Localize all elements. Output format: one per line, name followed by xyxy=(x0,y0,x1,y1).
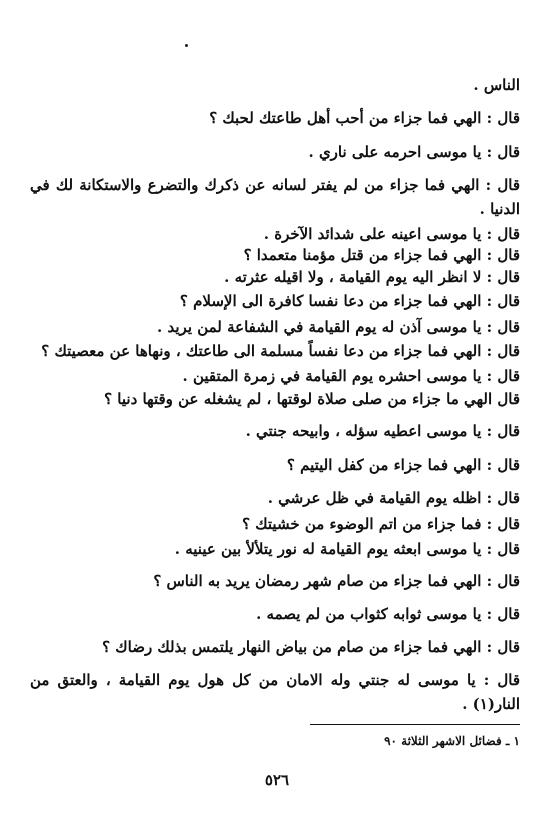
text-line-2: قال : الهي فما جزاء من أحب أهل طاعتك لحبك ؟ xyxy=(209,109,520,127)
text-line-22: قال : يا موسى له جنتي وله الامان من كل هول يوم القيامة ، والعتق من xyxy=(30,671,520,689)
footnote-divider xyxy=(310,724,520,725)
footnote: ١ ـ فضائل الاشهر الثلاثة ٩٠ xyxy=(384,734,520,748)
text-line-10: قال : يا موسى آذن له يوم القيامة في الشفاعة لمن يريد . xyxy=(157,318,520,336)
text-line-16: قال : اظله يوم القيامة في ظل عرشي . xyxy=(267,489,520,507)
text-line-11: قال : الهي فما جزاء من دعا نفساً مسلمة الى طاعتك ، ونهاها عن معصيتك ؟ xyxy=(41,342,520,360)
text-line-14: قال : يا موسى اعطيه سؤله ، وابيحه جنتي . xyxy=(245,422,520,440)
text-line-17: قال : فما جزاء من اتم الوضوء من خشيتك ؟ xyxy=(242,515,520,533)
text-line-12: قال : يا موسى احشره يوم القيامة في زمرة المتقين . xyxy=(182,367,520,385)
text-line-5: الدنيا . xyxy=(479,200,520,218)
page-number: ٥٢٦ xyxy=(264,771,290,789)
text-line-8: قال : لا انظر اليه يوم القيامة ، ولا اقيله عثرته . xyxy=(224,268,520,286)
text-line-23: النار(١) . xyxy=(462,695,520,713)
text-line-21: قال : الهي فما جزاء من صام من بياض النهار يلتمس بذلك رضاك ؟ xyxy=(102,638,520,656)
text-line-6: قال : يا موسى اعينه على شدائد الآخرة . xyxy=(263,225,520,243)
page-mark xyxy=(185,44,188,47)
text-line-4: قال : الهي فما جزاء من لم يفتر لسانه عن ذكرك والتضرع والاستكانة لك في xyxy=(30,176,520,194)
text-line-3: قال : يا موسى احرمه على ناري . xyxy=(308,143,520,161)
text-line-1: الناس . xyxy=(473,76,520,94)
text-line-13: قال الهي ما جزاء من صلى صلاة لوقتها ، لم يشغله عن وقتها دنيا ؟ xyxy=(104,390,520,408)
text-line-7: قال : الهي فما جزاء من قتل مؤمنا متعمدا ؟ xyxy=(243,246,520,264)
text-line-20: قال : يا موسى ثوابه كثواب من لم يصمه . xyxy=(256,605,520,623)
text-line-18: قال : يا موسى ابعثه يوم القيامة له نور يتلألأ بين عينيه . xyxy=(174,540,520,558)
text-line-9: قال : الهي فما جزاء من دعا نفسا كافرة الى الإسلام ؟ xyxy=(179,292,520,310)
text-line-19: قال : الهي فما جزاء من صام شهر رمضان يريد به الناس ؟ xyxy=(153,572,520,590)
text-line-15: قال : الهي فما جزاء من كفل اليتيم ؟ xyxy=(286,456,520,474)
